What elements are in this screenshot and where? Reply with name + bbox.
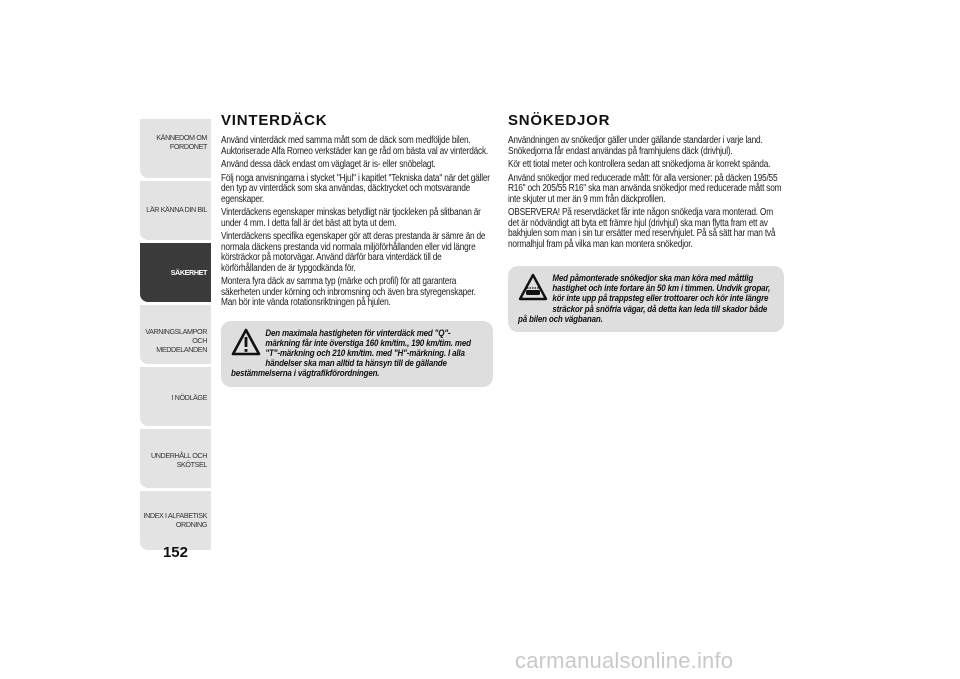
- tab-label: KÄNNEDOM OM FORDONET: [156, 133, 207, 151]
- section-title: SNÖKEDJOR: [508, 112, 611, 129]
- paragraph: Vinterdäckens egenskaper minskas betydligt när tjockleken på slitbanan är under 4 mm. I detta fall är det bäst att byta ut dem.: [221, 207, 481, 229]
- paragraph: OBSERVERA! På reservdäcket får inte någon snökedja vara monterad. Om det är nödvändigt att byta ett främre hjul (drivhjul) ska man flytta fram ett av bakhjulen som man i sin tur ersätter med reservhjulet. På så sätt har man två normalhjul fram på vilka man kan montera snökedjor.: [508, 207, 776, 250]
- tab-label: VARNINGSLAMPOR OCH MEDDELANDEN: [145, 327, 207, 354]
- paragraph: Vinterdäckens specifika egenskaper gör att deras prestanda är sämre än de normala däckens prestanda vid normala miljöförhållanden eller vid längre körsträckor på motorvägar. Använd därför bara vinterdäck till de körförhållanden de är typgodkända för.: [221, 231, 486, 274]
- tab-i-nodlage[interactable]: [140, 367, 211, 426]
- paragraph: Följ noga anvisningarna i stycket "Hjul" i kapitlet "Tekniska data" när det gäller den typ av vinterdäck som ska användas, däcktrycket och motsvarande egenskaper.: [221, 172, 490, 205]
- section-snokedjor: [508, 112, 784, 332]
- tab-sakerhet[interactable]: [140, 243, 211, 302]
- paragraph: Montera fyra däck av samma typ (märke och profil) för att garantera säkerheten under körning och inbromsning och även bra styregenskaper. Man bör inte vända rotationsriktningen på hjulen.: [221, 276, 476, 308]
- section-title: VINTERDÄCK: [221, 112, 328, 129]
- tab-kannedom-om-fordonet[interactable]: [140, 119, 211, 178]
- watermark: carmanualsonline.info: [515, 648, 734, 673]
- paragraph: Använd snökedjor med reducerade mått: för alla versioner: på däcken 195/55 R16" och 205/55 R16" ska man använda snökedjor med reducerade mått som inte skjuter ut mer än 9 mm från däckprofilen.: [508, 172, 782, 205]
- warning-box: [221, 321, 493, 387]
- section-vinterdack: [221, 112, 493, 387]
- tab-index[interactable]: [140, 491, 211, 550]
- tab-label: SÄKERHET: [170, 268, 207, 277]
- warning-text: Den maximala hastigheten för vinterdäck med "Q"-märkning får inte överstiga 160 km/tim., 190 km/tim. med "T"-märkning och 210 km/tim. med "H"-märkning. I alla händelser ska man alltid ta hänsyn till de gällande bestämmelserna i vägtrafikförordningen.: [231, 327, 471, 379]
- chapter-sidebar: [140, 119, 211, 553]
- paragraph: Använd dessa däck endast om väglaget är is- eller snöbelagt.: [221, 159, 436, 170]
- tab-lar-kanna-din-bil[interactable]: [140, 181, 211, 240]
- paragraph: Kör ett tiotal meter och kontrollera sedan att snökedjorna är korrekt spända.: [508, 159, 771, 170]
- paragraph: Användningen av snökedjor gäller under gällande standarder i varje land. Snökedjorna får endast användas på framhjulens däck (drivhjul).: [508, 135, 763, 157]
- tab-varningslampor[interactable]: [140, 305, 211, 364]
- tab-label: LÄR KÄNNA DIN BIL: [146, 205, 207, 214]
- tab-underhall-och-skotsel[interactable]: [140, 429, 211, 488]
- tab-label: I NÖDLÄGE: [171, 393, 207, 402]
- tab-label: UNDERHÅLL OCH SKÖTSEL: [150, 451, 207, 469]
- paragraph: Använd vinterdäck med samma mått som de däck som medföljde bilen. Auktoriserade Alfa Romeo verkstäder kan ge råd om bästa val av vinterdäck.: [221, 135, 489, 157]
- page-number: 152: [162, 544, 188, 561]
- tab-label: INDEX I ALFABETISK ORDNING: [143, 511, 207, 529]
- warning-text: Med påmonterade snökedjor ska man köra med måttlig hastighet och inte fortare än 50 km i timmen. Undvik gropar, kör inte upp på trappsteg eller trottoarer och kör inte längre sträckor på snöfria vägar, då detta kan leda till skador både på bilen och vägbanan.: [518, 273, 771, 324]
- warning-box: [508, 266, 784, 332]
